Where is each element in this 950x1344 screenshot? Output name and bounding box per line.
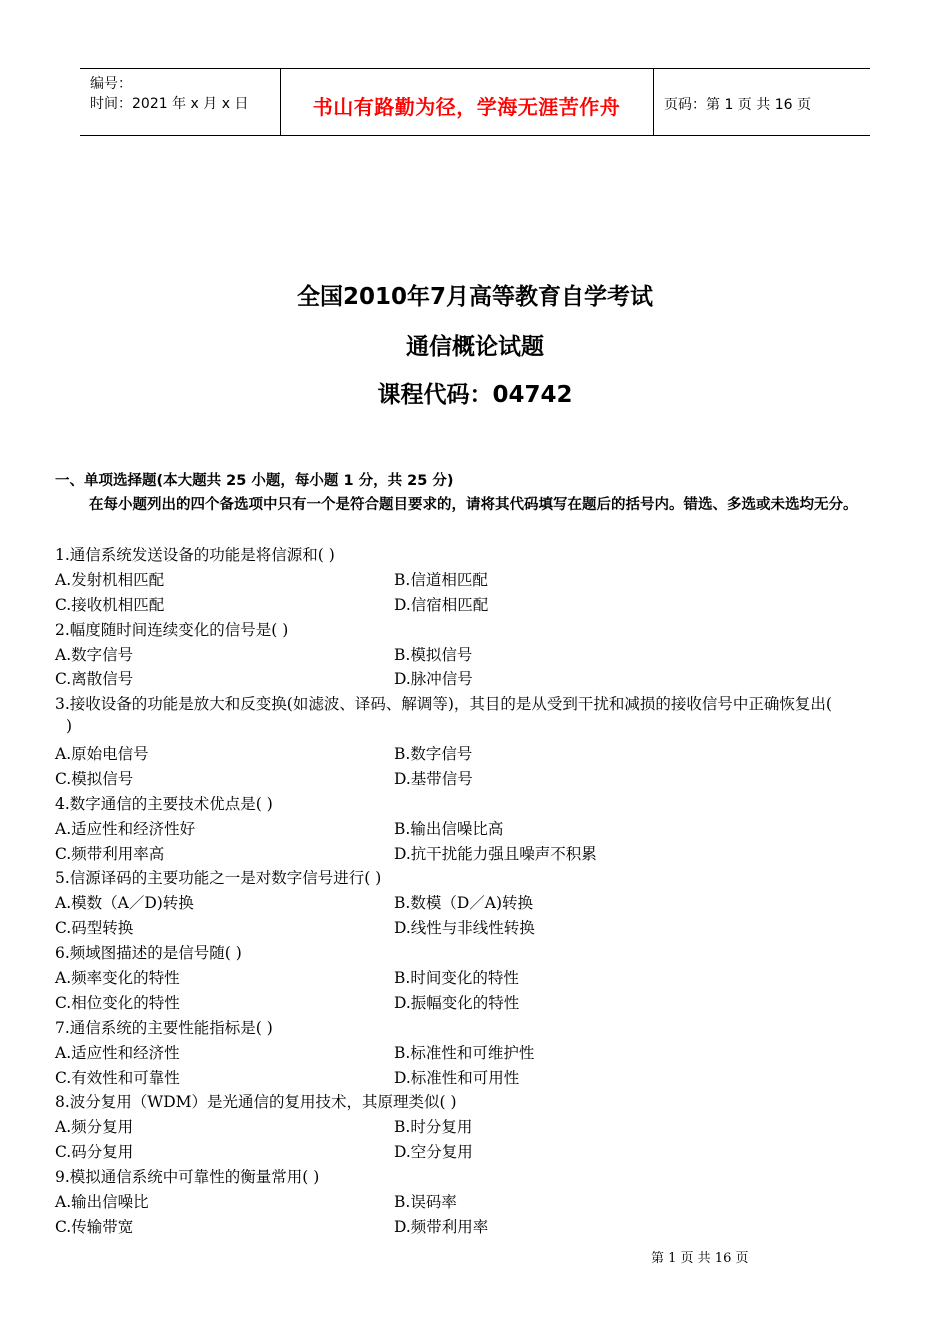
option-c: C.码型转换 <box>55 919 134 937</box>
exam-subject: 通信概论试题 <box>406 334 544 360</box>
option-c: C.接收机相匹配 <box>55 596 165 614</box>
option-d: D.抗干扰能力强且噪声不积累 <box>394 845 597 863</box>
section-heading: 一、单项选择题(本大题共 25 小题，每小题 1 分，共 25 分) <box>55 473 454 489</box>
question-5: 5.信源译码的主要功能之一是对数字信号进行( ) <box>55 869 382 887</box>
option-d: D.频带利用率 <box>394 1218 489 1236</box>
motto-text: 书山有路勤为径，学海无涯苦作舟 <box>312 95 621 119</box>
option-c: C.码分复用 <box>55 1143 134 1161</box>
page-footer: 第 1 页 共 16 页 <box>651 1251 749 1266</box>
option-d: D.标准性和可用性 <box>394 1069 520 1087</box>
page-info: 页码：第 1 页 共 16 页 <box>664 97 811 113</box>
option-c: C.有效性和可靠性 <box>55 1069 180 1087</box>
question-3: 3.接收设备的功能是放大和反变换(如滤波、译码、解调等)，其目的是从受到干扰和减损的接收信号中正确恢复出( <box>55 695 832 713</box>
option-a: A.适应性和经济性 <box>55 1044 180 1062</box>
option-b: B.数字信号 <box>394 745 473 763</box>
course-code: 课程代码：04742 <box>377 382 573 408</box>
option-c: C.相位变化的特性 <box>55 994 180 1012</box>
header-motto-cell <box>280 69 654 135</box>
question-1: 1.通信系统发送设备的功能是将信源和( ) <box>55 546 335 564</box>
option-d: D.振幅变化的特性 <box>394 994 520 1012</box>
option-c: C.频带利用率高 <box>55 845 165 863</box>
option-c: C.离散信号 <box>55 670 134 688</box>
option-b: B.标准性和可维护性 <box>394 1044 535 1062</box>
question-6: 6.频域图描述的是信号随( ) <box>55 944 242 962</box>
question-9: 9.模拟通信系统中可靠性的衡量常用( ) <box>55 1168 320 1186</box>
question-4: 4.数字通信的主要技术优点是( ) <box>55 795 273 813</box>
option-d: D.空分复用 <box>394 1143 473 1161</box>
option-b: B.输出信噪比高 <box>394 820 504 838</box>
time-label: 时间：2021 年 x 月 x 日 <box>90 96 249 112</box>
option-a: A.频分复用 <box>55 1118 134 1136</box>
option-b: B.数模（D／A)转换 <box>394 894 533 912</box>
option-b: B.时分复用 <box>394 1118 473 1136</box>
option-d: D.脉冲信号 <box>394 670 473 688</box>
option-d: D.线性与非线性转换 <box>394 919 535 937</box>
question-2: 2.幅度随时间连续变化的信号是( ) <box>55 621 289 639</box>
option-a: A.模数（A／D)转换 <box>55 894 194 912</box>
option-d: D.信宿相匹配 <box>394 596 489 614</box>
option-c: C.传输带宽 <box>55 1218 134 1236</box>
option-b: B.时间变化的特性 <box>394 969 519 987</box>
question-3-continuation: ) <box>66 717 73 735</box>
option-a: A.频率变化的特性 <box>55 969 180 987</box>
option-a: A.输出信噪比 <box>55 1193 149 1211</box>
option-b: B.误码率 <box>394 1193 457 1211</box>
option-b: B.模拟信号 <box>394 646 473 664</box>
option-a: A.适应性和经济性好 <box>55 820 196 838</box>
header-right-cell <box>654 69 870 135</box>
exam-title: 全国2010年7月高等教育自学考试 <box>296 284 654 310</box>
option-a: A.发射机相匹配 <box>55 571 165 589</box>
option-b: B.信道相匹配 <box>394 571 488 589</box>
page-header <box>80 68 870 136</box>
header-left-cell <box>80 69 281 135</box>
question-7: 7.通信系统的主要性能指标是( ) <box>55 1019 273 1037</box>
number-label: 编号： <box>90 76 132 92</box>
option-c: C.模拟信号 <box>55 770 134 788</box>
option-a: A.原始电信号 <box>55 745 149 763</box>
question-8: 8.波分复用（WDM）是光通信的复用技术，其原理类似( ) <box>55 1093 457 1111</box>
option-d: D.基带信号 <box>394 770 473 788</box>
section-instruction: 在每小题列出的四个备选项中只有一个是符合题目要求的，请将其代码填写在题后的括号内。错选、多选或未选均无分。 <box>89 497 858 513</box>
option-a: A.数字信号 <box>55 646 134 664</box>
